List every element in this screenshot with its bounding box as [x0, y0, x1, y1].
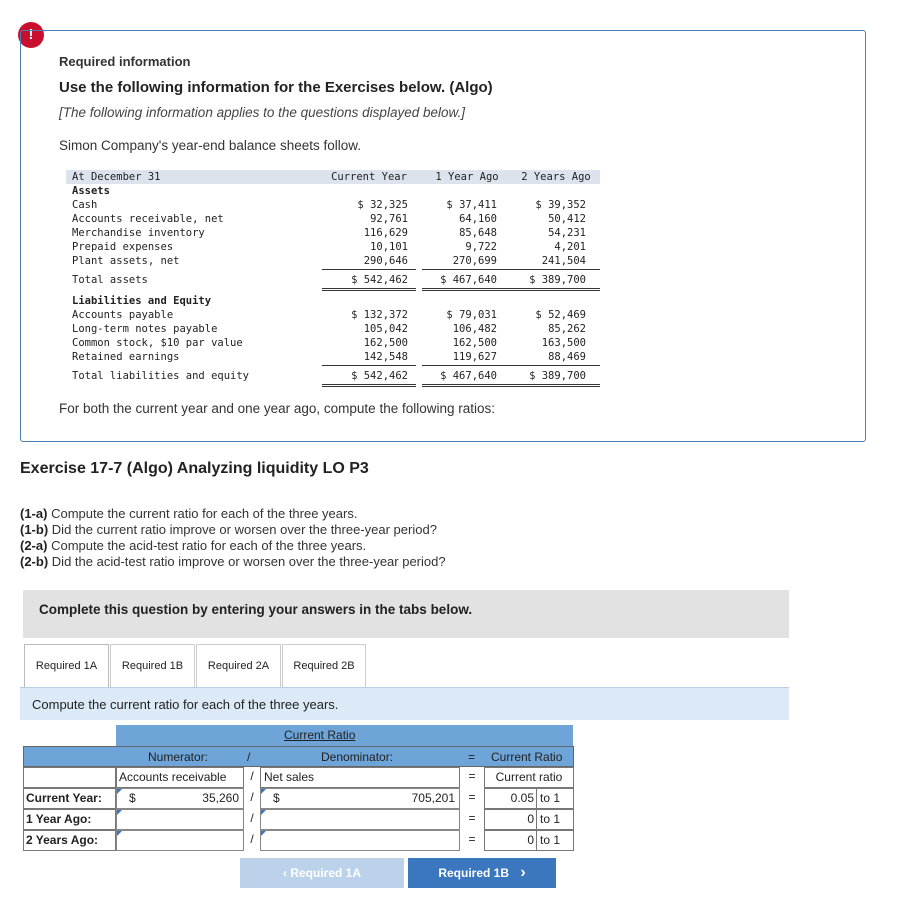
row-value: 142,548 — [363, 351, 408, 363]
ratio-header-row — [23, 746, 574, 767]
row-label-cell — [23, 809, 116, 830]
tab-required-2b[interactable]: Required 2B — [282, 644, 366, 688]
row-label-current-year: Current Year: — [26, 791, 102, 805]
question-text: Compute the current ratio for each of the three years. — [51, 506, 358, 521]
balance-sheet-table — [66, 170, 600, 390]
row-value: $ 37,411 — [446, 199, 497, 211]
total-assets-row — [66, 272, 600, 288]
col-1-year-ago: 1 Year Ago — [435, 171, 499, 183]
question-text: Did the acid-test ratio improve or worsen over the three-year period? — [51, 554, 446, 569]
slash: / — [250, 769, 254, 783]
ratio-result-2-years-ago — [484, 830, 574, 851]
denominator-label: Net sales — [264, 770, 315, 784]
numerator-input-current-year[interactable] — [116, 788, 244, 809]
row-label: Merchandise inventory — [72, 227, 205, 239]
row-value: $ 79,031 — [446, 309, 497, 321]
equals-cell — [460, 830, 484, 851]
table-row — [66, 212, 600, 226]
row-value: $ 32,325 — [357, 199, 408, 211]
numerator-value: 35,260 — [202, 791, 239, 805]
total-rule — [512, 288, 600, 291]
question-tag: (1-a) — [20, 506, 48, 521]
row-value: 85,262 — [548, 323, 586, 335]
row-label: Total liabilities and equity — [72, 370, 250, 382]
row-value: 92,761 — [370, 213, 408, 225]
row-label: Accounts receivable, net — [72, 213, 224, 225]
result-label: Current ratio — [495, 770, 563, 784]
ratio-caption-bar — [116, 725, 573, 746]
row-value: $ 52,469 — [535, 309, 586, 321]
ratio-value: 0 — [527, 812, 534, 826]
subtotal-rule — [422, 269, 512, 270]
row-label: Long-term notes payable — [72, 323, 218, 335]
slash-cell — [244, 830, 260, 851]
table-row — [66, 322, 600, 336]
equals: = — [468, 832, 476, 846]
subtotal-rule — [512, 269, 600, 270]
to-label: to 1 — [536, 831, 560, 850]
question-text: Did the current ratio improve or worsen over the three-year period? — [51, 522, 437, 537]
chevron-right-icon: › — [520, 864, 526, 881]
total-rule — [322, 288, 416, 291]
row-value: 119,627 — [452, 351, 497, 363]
row-value: $ 542,462 — [351, 274, 408, 286]
row-label: Plant assets, net — [72, 255, 180, 267]
current-ratio-table — [23, 725, 574, 851]
question-tag: (1-b) — [20, 522, 49, 537]
numerator-input-1-year-ago[interactable] — [116, 809, 244, 830]
balance-sheet-header — [66, 170, 600, 184]
equals: = — [468, 769, 476, 783]
total-rule — [422, 384, 512, 387]
col-current-year: Current Year — [331, 171, 407, 183]
tab-required-2a[interactable]: Required 2A — [196, 644, 281, 688]
exercise-title: Exercise 17-7 (Algo) Analyzing liquidity LO P3 — [20, 460, 369, 477]
equals-cell — [460, 809, 484, 830]
prev-button-label: Required 1A — [290, 866, 362, 880]
slash: / — [250, 811, 254, 825]
row-label-cell — [23, 788, 116, 809]
table-row — [66, 226, 600, 240]
table-row — [66, 198, 600, 212]
row-label: Cash — [72, 199, 98, 211]
complete-banner — [23, 590, 789, 638]
question-item — [20, 538, 446, 554]
row-value: 85,648 — [459, 227, 497, 239]
question-item — [20, 506, 446, 522]
denominator-input-2-years-ago[interactable] — [260, 830, 460, 851]
col-2-years-ago: 2 Years Ago — [521, 171, 591, 183]
ratio-result-1-year-ago — [484, 809, 574, 830]
row-value: $ 467,640 — [440, 274, 497, 286]
task-instruction: Compute the current ratio for each of the three years. — [32, 697, 339, 712]
assets-heading: Assets — [72, 185, 110, 197]
denominator-input-current-year[interactable] — [260, 788, 460, 809]
row-value: 163,500 — [541, 337, 586, 349]
numerator-label: Accounts receivable — [119, 770, 227, 784]
row-value: $ 132,372 — [351, 309, 408, 321]
subtotal-rule — [322, 269, 416, 270]
question-text: Compute the acid-test ratio for each of the three years. — [51, 538, 367, 553]
row-label-1-year-ago: 1 Year Ago: — [26, 812, 92, 826]
question-item — [20, 522, 446, 538]
slash-cell — [244, 809, 260, 830]
denominator-value: 705,201 — [411, 791, 455, 805]
prev-required-1a-button[interactable] — [240, 858, 404, 888]
info-title: Required information — [59, 54, 191, 69]
row-label: Retained earnings — [72, 351, 180, 363]
row-label: Prepaid expenses — [72, 241, 174, 253]
row-value: 50,412 — [548, 213, 586, 225]
ratio-caption: Current Ratio — [284, 728, 356, 742]
row-value: 10,101 — [370, 241, 408, 253]
row-value: 106,482 — [452, 323, 497, 335]
row-value: $ 467,640 — [440, 370, 497, 382]
total-rule — [422, 288, 512, 291]
numerator-header: Numerator: — [148, 750, 209, 764]
row-value: 162,500 — [452, 337, 497, 349]
row-value: 290,646 — [363, 255, 408, 267]
row-label-2-years-ago: 2 Years Ago: — [26, 833, 99, 847]
to-label: to 1 — [536, 789, 560, 808]
tab-required-1a[interactable]: Required 1A — [24, 644, 109, 688]
denominator-input-1-year-ago[interactable] — [260, 809, 460, 830]
equals: = — [468, 790, 476, 804]
label-cell — [23, 767, 116, 788]
slash: / — [250, 832, 254, 846]
info-note: [The following information applies to the questions displayed below.] — [59, 105, 465, 120]
table-row — [66, 336, 600, 350]
next-required-1b-button[interactable] — [408, 858, 556, 888]
row-value: 54,231 — [548, 227, 586, 239]
info-intro: Simon Company's year-end balance sheets follow. — [59, 138, 361, 153]
row-value: 270,699 — [452, 255, 497, 267]
next-button-label: Required 1B — [438, 866, 509, 880]
subtotal-rule — [512, 365, 600, 366]
table-row — [66, 254, 600, 268]
table-row — [66, 240, 600, 254]
row-value: 105,042 — [363, 323, 408, 335]
slash: / — [247, 750, 251, 764]
row-value: 4,201 — [554, 241, 586, 253]
denominator-label-cell[interactable] — [260, 767, 460, 788]
total-rule — [512, 384, 600, 387]
subtotal-rule — [422, 365, 512, 366]
numerator-label-cell[interactable] — [116, 767, 244, 788]
info-prompt: For both the current year and one year ago, compute the following ratios: — [59, 401, 496, 416]
currency-symbol: $ — [273, 791, 280, 805]
row-value: 116,629 — [363, 227, 408, 239]
slash-cell — [244, 788, 260, 809]
slash: / — [250, 790, 254, 804]
row-value: 241,504 — [541, 255, 586, 267]
ratio-result-current-year — [484, 788, 574, 809]
row-value: $ 389,700 — [529, 370, 586, 382]
question-list — [20, 506, 446, 570]
ratio-value: 0.05 — [510, 791, 534, 805]
total-liabilities-row — [66, 368, 600, 384]
table-row — [66, 308, 600, 322]
slash-cell — [244, 767, 260, 788]
equals: = — [468, 811, 476, 825]
result-label-cell — [484, 767, 574, 788]
row-value: 64,160 — [459, 213, 497, 225]
tab-required-1b[interactable]: Required 1B — [110, 644, 195, 688]
chevron-left-icon: ‹ — [282, 866, 287, 880]
currency-symbol: $ — [129, 791, 136, 805]
header-label: At December 31 — [72, 171, 161, 183]
denominator-header: Denominator: — [321, 750, 394, 764]
row-value: 9,722 — [465, 241, 497, 253]
equals: = — [468, 750, 476, 764]
info-subtitle: Use the following information for the Exercises below. (Algo) — [59, 79, 493, 96]
subtotal-rule — [322, 365, 416, 366]
row-label: Common stock, $10 par value — [72, 337, 243, 349]
question-tag: (2-a) — [20, 538, 48, 553]
row-value: $ 542,462 — [351, 370, 408, 382]
result-header: Current Ratio — [491, 750, 563, 764]
row-value: 162,500 — [363, 337, 408, 349]
row-value: 88,469 — [548, 351, 586, 363]
row-value: $ 389,700 — [529, 274, 586, 286]
alert-icon: ! — [18, 22, 44, 48]
total-rule — [322, 384, 416, 387]
table-row — [66, 350, 600, 364]
row-label: Accounts payable — [72, 309, 174, 321]
to-label: to 1 — [536, 810, 560, 829]
row-label-cell — [23, 830, 116, 851]
equals-cell — [460, 788, 484, 809]
complete-banner-text: Complete this question by entering your answers in the tabs below. — [39, 602, 473, 617]
row-label: Total assets — [72, 274, 148, 286]
ratio-value: 0 — [527, 833, 534, 847]
equals-cell — [460, 767, 484, 788]
task-instruction-bar — [20, 687, 789, 720]
numerator-input-2-years-ago[interactable] — [116, 830, 244, 851]
question-item — [20, 554, 446, 570]
row-value: $ 39,352 — [535, 199, 586, 211]
liabilities-heading: Liabilities and Equity — [72, 295, 212, 307]
question-tag: (2-b) — [20, 554, 49, 569]
